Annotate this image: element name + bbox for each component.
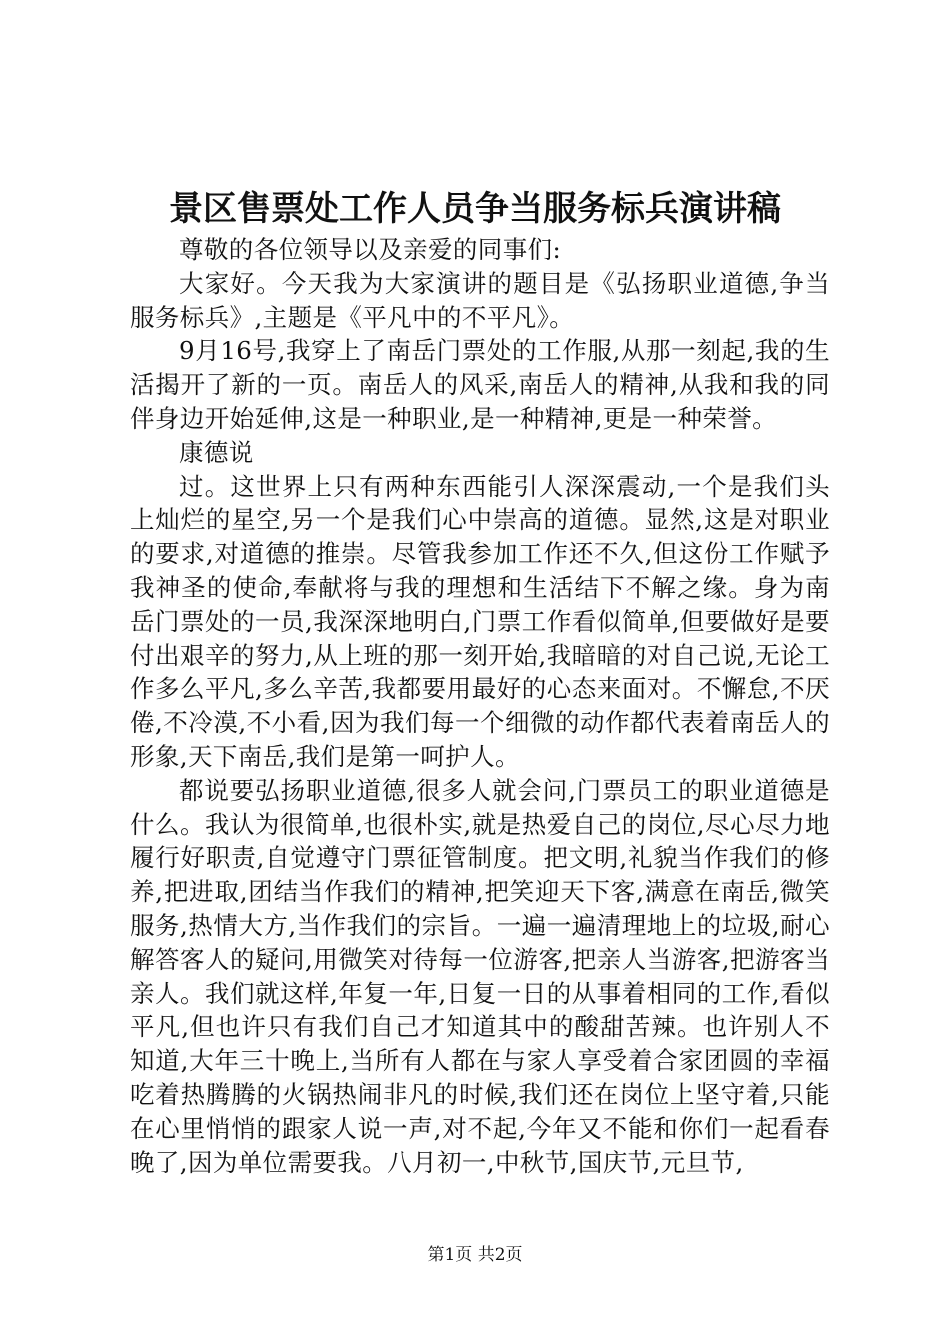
body-paragraph: 大家好。今天我为大家演讲的题目是《弘扬职业道德,争当服务标兵》,主题是《平凡中的不平凡》。 [130, 268, 830, 332]
body-paragraph: 过。这世界上只有两种东西能引人深深震动,一个是我们头上灿烂的星空,另一个是我们心中崇高的道德。显然,这是对职业的要求,对道德的推崇。尽管我参加工作还不久,但这份工作赋予我神圣的使命,奉献将与我的理想和生活结下不解之缘。身为南岳门票处的一员,我深深地明白,门票工作看似简单,但要做好是要付出艰辛的努力,从上班的那一刻开始,我暗暗的对自己说,无论工作多么平凡,多么辛苦,我都要用最好的心态来面对。不懈怠,不厌倦,不冷漠,不小看,因为我们每一个细微的动作都代表着南岳人的形象,天下南岳,我们是第一呵护人。 [130, 471, 830, 771]
body-paragraph: 9月16号,我穿上了南岳门票处的工作服,从那一刻起,我的生活揭开了新的一页。南岳人的风采,南岳人的精神,从我和我的同伴身边开始延伸,这是一种职业,是一种精神,更是一种荣誉。 [130, 336, 830, 433]
document-body [130, 233, 830, 1179]
page-number-footer: 第1页 共2页 [427, 1245, 523, 1265]
document-title: 景区售票处工作人员争当服务标兵演讲稿 [169, 189, 781, 229]
salutation-paragraph: 尊敬的各位领导以及亲爱的同事们: [179, 235, 562, 264]
body-paragraph: 都说要弘扬职业道德,很多人就会问,门票员工的职业道德是什么。我认为很简单,也很朴实,就是热爱自己的岗位,尽心尽力地履行好职责,自觉遵守门票征管制度。把文明,礼貌当作我们的修养,把进取,团结当作我们的精神,把笑迎天下客,满意在南岳,微笑服务,热情大方,当作我们的宗旨。一遍一遍清理地上的垃圾,耐心解答客人的疑问,用微笑对待每一位游客,把亲人当游客,把游客当亲人。我们就这样,年复一年,日复一日的从事着相同的工作,看似平凡,但也许只有我们自己才知道其中的酸甜苦辣。也许别人不知道,大年三十晚上,当所有人都在与家人享受着合家团圆的幸福吃着热腾腾的火锅热闹非凡的时候,我们还在岗位上坚守着,只能在心里悄悄的跟家人说一声,对不起,今年又不能和你们一起看春晚了,因为单位需要我。八月初一,中秋节,国庆节,元旦节, [130, 775, 830, 1177]
body-paragraph: 康德说 [179, 437, 254, 467]
